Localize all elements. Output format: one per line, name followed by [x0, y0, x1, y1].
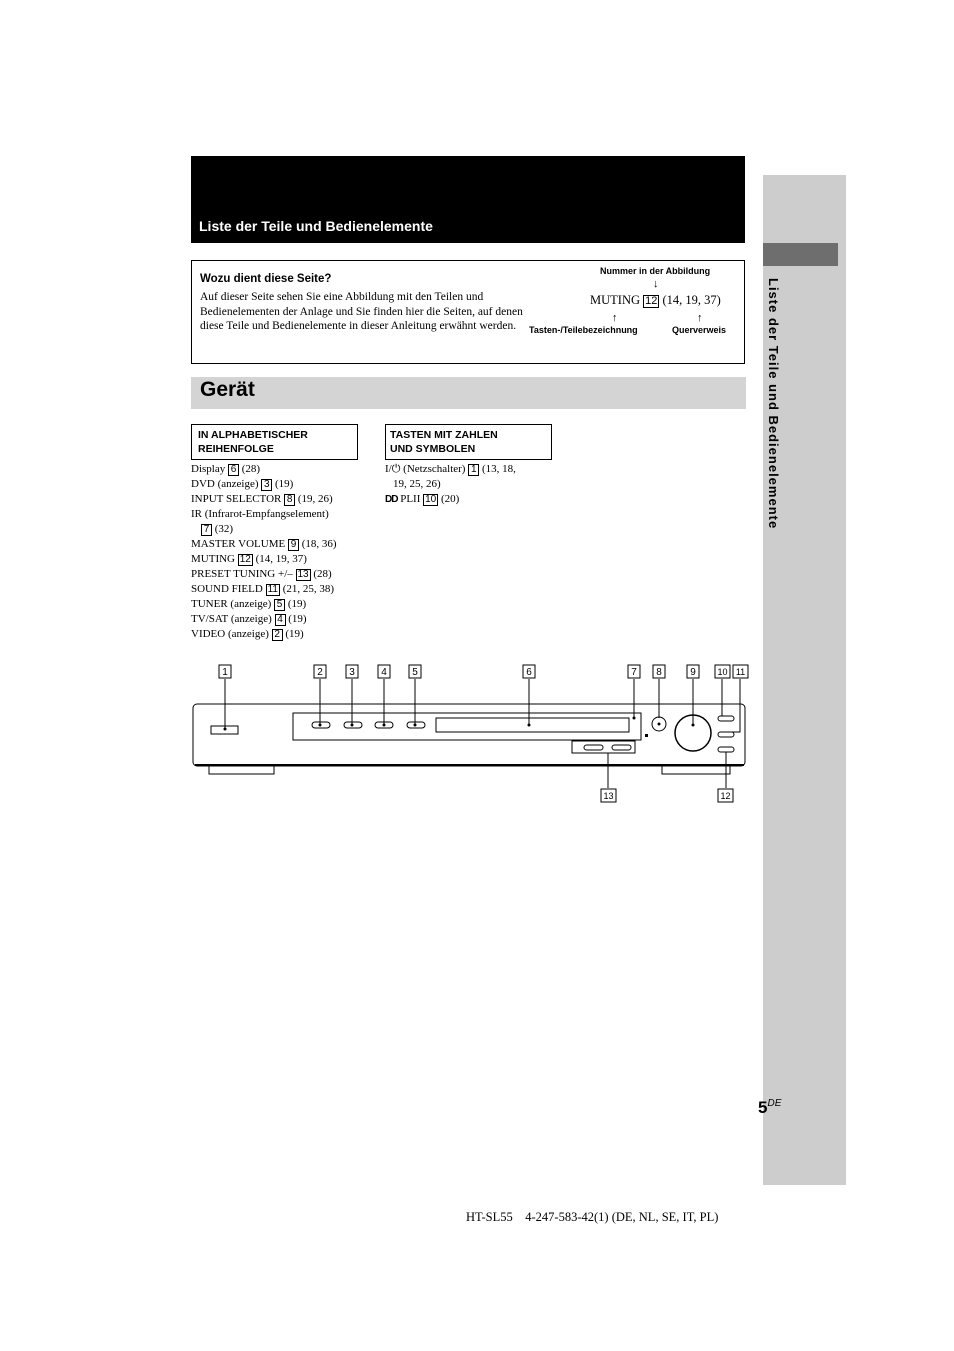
entry-num: 6 [228, 464, 239, 476]
info-body: Auf dieser Seite sehen Sie eine Abbildung mit den Teilen und Bedienelementen der Anlage und Sie finden hier die Seiten, auf denen diese Teile und Bedienelemente in dieser Anleitung erwähnt werden. [200, 291, 523, 332]
entry-pages: (19) [287, 598, 307, 610]
svg-text:2: 2 [317, 667, 323, 678]
legend-sample-label: MUTING [590, 293, 640, 307]
leader-dots [224, 717, 695, 731]
entry-num: 5 [274, 599, 285, 611]
entry-label: DVD (anzeige) [191, 478, 259, 490]
entry-label: TV/SAT (anzeige) [191, 613, 272, 625]
list-item [191, 612, 337, 627]
legend-figure-number-label: Nummer in der Abbildung [600, 266, 711, 276]
entry-pages: (18, 36) [301, 538, 337, 550]
svg-text:6: 6 [526, 667, 532, 678]
arrow-down-icon: ↓ [653, 278, 659, 290]
preset-tuning-panel [572, 741, 635, 753]
page-title: Liste der Teile und Bedienelemente [199, 218, 433, 234]
device-foot-right [662, 766, 730, 774]
svg-text:3: 3 [349, 667, 355, 678]
entry-label: SOUND FIELD [191, 583, 263, 595]
symbol-index-heading-line: UND SYMBOLEN [390, 443, 476, 455]
leader-lines [225, 679, 740, 788]
svg-text:1: 1 [222, 667, 228, 678]
list-item-continued [191, 522, 337, 537]
entry-pages: 19, 25, 26) [393, 478, 441, 490]
entry-label: PLII [400, 493, 421, 505]
list-item [191, 537, 337, 552]
symbol-index-heading [390, 428, 498, 456]
list-item [191, 567, 337, 582]
preset-plus-button [612, 745, 631, 750]
page-number-suffix: DE [767, 1098, 782, 1109]
list-item-continued [385, 477, 516, 492]
entry-label: IR (Infrarot-Empfangselement) [191, 508, 329, 520]
entry-label: PRESET TUNING +/– [191, 568, 293, 580]
callout-3 [346, 665, 358, 678]
arrow-up-icon: ↑ [697, 312, 703, 324]
svg-text:11: 11 [735, 667, 746, 677]
side-tab-marker [763, 243, 838, 266]
callout-2 [314, 665, 326, 678]
svg-text:9: 9 [690, 667, 696, 678]
alpha-index-heading [198, 428, 308, 456]
symbol-index-heading-line: TASTEN MIT ZAHLEN [390, 429, 498, 441]
symbol-index-list [385, 462, 516, 507]
entry-num: 12 [239, 554, 251, 565]
power-icon: I/⏻ [385, 463, 401, 475]
entry-num: 3 [261, 479, 272, 491]
list-item [191, 552, 337, 567]
list-item [191, 492, 337, 507]
sound-field-button [718, 732, 734, 737]
alpha-index-heading-line: REIHENFOLGE [198, 443, 274, 455]
entry-num: 1 [468, 464, 479, 476]
entry-pages: (32) [214, 523, 234, 535]
entry-pages: (28) [313, 568, 332, 580]
dolby-icon: DD [385, 494, 398, 505]
entry-num: 8 [284, 494, 295, 506]
callout-10 [715, 665, 730, 678]
svg-text:10: 10 [717, 667, 728, 677]
svg-text:12: 12 [720, 791, 731, 801]
display-window [436, 718, 629, 732]
legend-part-label: Tasten-/Teilebezeichnung [529, 325, 638, 335]
entry-num: 10 [425, 494, 437, 505]
list-item [191, 477, 337, 492]
ir-sensor [645, 734, 648, 737]
entry-pages: (20) [441, 493, 460, 505]
list-item [385, 462, 516, 477]
callout-5 [409, 665, 421, 678]
svg-text:7: 7 [631, 667, 637, 678]
svg-text:4: 4 [381, 667, 387, 678]
page-number-value: 5 [758, 1098, 768, 1117]
callout-1 [219, 665, 231, 678]
callout-8 [653, 665, 665, 678]
entry-label: (Netzschalter) [403, 463, 466, 475]
entry-num: 7 [201, 524, 212, 536]
front-panel [293, 713, 641, 740]
callout-7 [628, 665, 640, 678]
list-item [385, 492, 516, 507]
entry-pages: (19) [275, 478, 294, 490]
callout-9 [687, 665, 699, 678]
footer-model-code: HT-SL55 4-247-583-42(1) (DE, NL, SE, IT, PL) [466, 1210, 719, 1224]
entry-num: 2 [272, 629, 283, 641]
list-item [191, 597, 337, 612]
arrow-up-icon: ↑ [612, 312, 618, 324]
entry-label: Display [191, 463, 226, 475]
entry-num: 4 [275, 614, 286, 626]
entry-pages: (28) [241, 463, 261, 475]
callout-12 [718, 789, 733, 802]
list-item [191, 462, 337, 477]
entry-pages: (21, 25, 38) [282, 583, 335, 595]
device-diagram [185, 655, 755, 810]
info-heading: Wozu dient diese Seite? [200, 273, 332, 285]
legend-sample [590, 293, 721, 308]
list-item [191, 507, 337, 522]
svg-text:8: 8 [656, 667, 662, 678]
entry-num: 13 [297, 569, 309, 580]
entry-pages: (19, 26) [297, 493, 333, 505]
page-number [758, 1098, 781, 1118]
entry-label: TUNER (anzeige) [191, 598, 272, 610]
entry-label: MASTER VOLUME [191, 538, 286, 550]
alpha-index-heading-line: IN ALPHABETISCHER [198, 429, 308, 441]
muting-button [718, 747, 734, 752]
legend-sample-pages: (14, 19, 37) [662, 293, 721, 307]
entry-num: 9 [288, 539, 299, 551]
list-item [191, 582, 337, 597]
alpha-index-list [191, 462, 337, 642]
callout-4 [378, 665, 390, 678]
entry-label: INPUT SELECTOR [191, 493, 282, 505]
legend-sample-num: 12 [645, 295, 658, 307]
pl2-button [718, 716, 734, 721]
device-foot-left [209, 766, 274, 774]
legend-crossref-label: Querverweis [672, 325, 727, 335]
entry-pages: (13, 18, [481, 463, 516, 475]
callout-6 [523, 665, 535, 678]
list-item [191, 627, 337, 642]
section-bar [191, 377, 746, 409]
entry-num: 11 [267, 584, 278, 595]
callout-13 [601, 789, 616, 802]
entry-pages: (19) [285, 628, 304, 640]
section-title: Gerät [200, 378, 255, 401]
entry-pages: (19) [288, 613, 307, 625]
entry-label: MUTING [191, 553, 235, 565]
callout-11 [733, 665, 748, 678]
preset-minus-button [584, 745, 603, 750]
svg-text:13: 13 [603, 791, 614, 801]
side-tab-label: Liste der Teile und Bedienelemente [766, 278, 781, 530]
svg-text:5: 5 [412, 667, 418, 678]
entry-label: VIDEO (anzeige) [191, 628, 269, 640]
entry-pages: (14, 19, 37) [255, 553, 307, 565]
